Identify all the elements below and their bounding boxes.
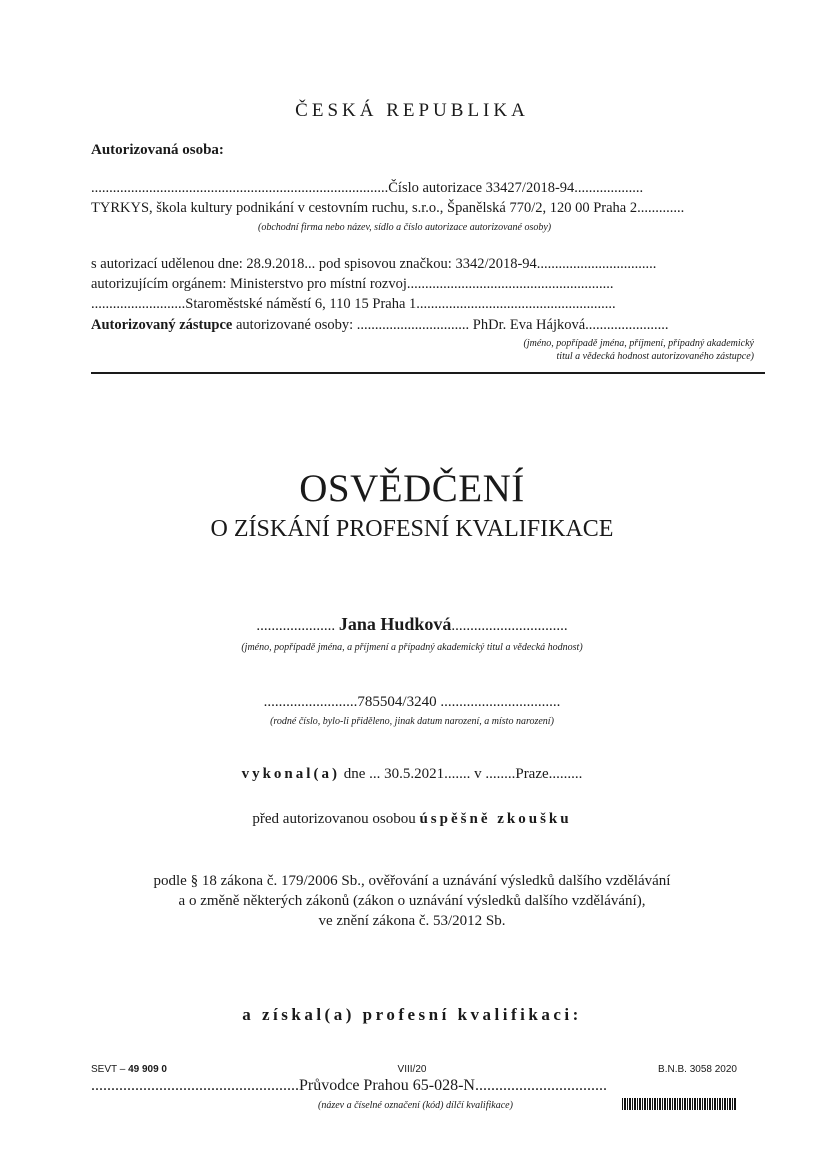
holder-name: Jana Hudková: [338, 614, 452, 634]
edition-code: VIII/20: [397, 1064, 427, 1075]
name-dots-right: ...............................: [451, 618, 568, 634]
header-divider: [91, 372, 765, 374]
sevt-number: 49 909 0: [128, 1064, 167, 1075]
company-note: (obchodní firma nebo název, sídlo a číslo autorizace autorizované osoby): [258, 222, 552, 233]
representative-note-2: titul a vědecká hodnost autorizovaného zástupce): [556, 351, 754, 362]
birth-line: .........................785504/3240 ................................: [263, 694, 561, 710]
authorized-person-label: Autorizovaná osoba:: [91, 142, 224, 158]
performed-label: vykonal(a): [241, 766, 340, 782]
company-line: TYRKYS, škola kultury podnikání v cestovním ruchu, s.r.o., Španělská 770/2, 120 00 Praha 2.............: [91, 200, 685, 216]
authorization-number-line: ..................................................................................Číslo autorizace 33427/2018-94...................: [91, 180, 644, 196]
law-line-1: podle § 18 zákona č. 179/2006 Sb., ověřování a uznávání výsledků dalšího vzdělávání: [153, 873, 671, 889]
granted-line: s autorizací udělenou dne: 28.9.2018... pod spisovou značkou: 3342/2018-94.................................: [91, 256, 657, 272]
exam-line: [0, 811, 824, 828]
law-line-3: ve znění zákona č. 53/2012 Sb.: [318, 913, 506, 929]
country-heading: ČESKÁ REPUBLIKA: [295, 100, 529, 121]
before-text: před autorizovanou osobou: [252, 811, 420, 827]
holder-name-note: (jméno, popřípadě jména, a příjmení a případný akademický titul a vědecká hodnost): [241, 642, 583, 653]
representative-text: autorizované osoby: ............................... PhDr. Eva Hájková.......................: [232, 317, 669, 333]
bnb-code: B.N.B. 3058 2020: [658, 1064, 737, 1075]
qualification-note: (název a číselné označení (kód) dílčí kvalifikace): [318, 1100, 513, 1111]
barcode-image: [622, 1098, 736, 1110]
birth-note: (rodné číslo, bylo-li přiděleno, jinak datum narození, a místo narození): [270, 716, 554, 727]
authority-line: autorizujícím orgánem: Ministerstvo pro místní rozvoj.........................................................: [91, 276, 614, 292]
acquired-qualification-heading: a získal(a) profesní kvalifikaci:: [242, 1005, 582, 1024]
certificate-subtitle: O ZÍSKÁNÍ PROFESNÍ KVALIFIKACE: [210, 516, 614, 542]
representative-line: [91, 317, 669, 334]
name-dots-left: .....................: [256, 618, 339, 634]
exam-text: úspěšně zkoušku: [419, 811, 572, 827]
representative-label: Autorizovaný zástupce: [91, 317, 233, 333]
qualification-line: ....................................................Průvodce Prahou 65-028-N.................................: [91, 1077, 607, 1094]
sevt-prefix: SEVT –: [91, 1064, 129, 1075]
law-line-2: a o změně některých zákonů (zákon o uznávání výsledků dalšího vzdělávání),: [178, 893, 646, 909]
address-line: ..........................Staroměstské náměstí 6, 110 15 Praha 1.......................................................: [91, 296, 616, 312]
representative-note-1: (jméno, popřípadě jména, příjmení, případný akademický: [523, 338, 754, 349]
performed-line: [0, 766, 824, 783]
holder-name-line: [0, 614, 824, 635]
certificate-title: OSVĚDČENÍ: [299, 467, 525, 510]
performed-details: dne ... 30.5.2021....... v ........Praze.........: [339, 766, 583, 782]
